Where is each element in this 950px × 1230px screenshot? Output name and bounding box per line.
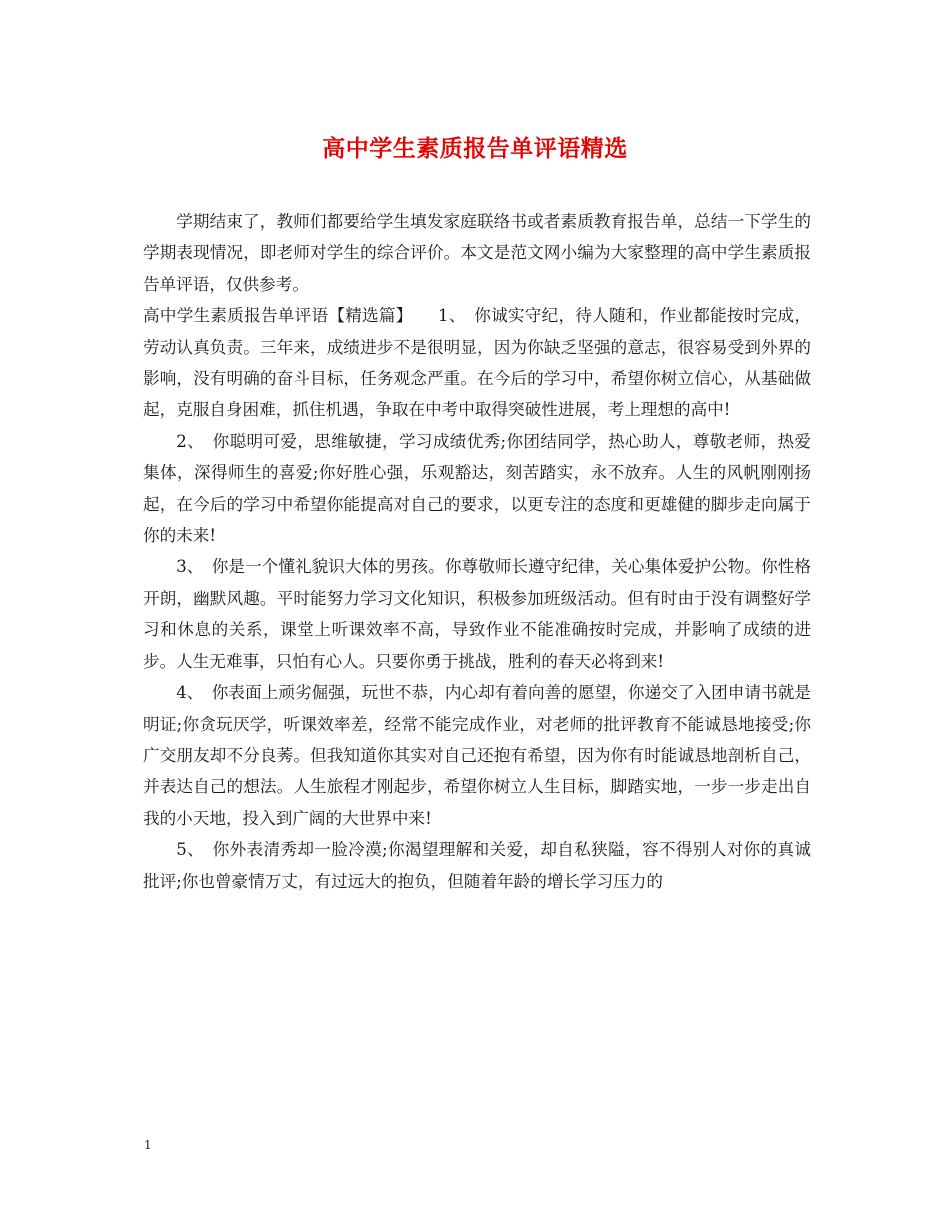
document-body: [143, 206, 811, 897]
page-number: 1: [144, 1138, 152, 1152]
comment-paragraph-1: 高中学生素质报告单评语【精选篇】 1、 你诚实守纪，待人随和，作业都能按时完成，劳动认真负责。三年来，成绩进步不是很明显，因为你缺乏坚强的意志，很容易受到外界的影响，没有明确的奋斗目标，任务观念严重。在今后的学习中，希望你树立信心，从基础做起，克服自身困难，抓住机遇，争取在中考中取得突破性进展，考上理想的高中!: [143, 306, 811, 420]
comment-paragraph-5: 5、 你外表清秀却一脸冷漠;你渴望理解和关爱，却自私狭隘，容不得别人对你的真诚批评;你也曾豪情万丈，有过远大的抱负，但随着年龄的增长学习压力的: [143, 840, 811, 891]
comment-paragraph-4: 4、 你表面上顽劣倔强，玩世不恭，内心却有着向善的愿望，你递交了入团申请书就是明证;你贪玩厌学，听课效率差，经常不能完成作业，对老师的批评教育不能诚恳地接受;你广交朋友却不分良莠。但我知道你其实对自己还抱有希望，因为你有时能诚恳地剖析自己，并表达自己的想法。人生旅程才刚起步，希望你树立人生目标，脚踏实地，一步一步走出自我的小天地，投入到广阔的大世界中来!: [143, 683, 811, 828]
comment-paragraph-2: 2、 你聪明可爱，思维敏捷，学习成绩优秀;你团结同学，热心助人，尊敬老师，热爱集体，深得师生的喜爱;你好胜心强，乐观豁达，刻苦踏实，永不放弃。人生的风帆刚刚扬起，在今后的学习中希望你能提高对自己的要求，以更专注的态度和更雄健的脚步走向属于你的未来!: [143, 431, 811, 546]
document-title: 高中学生素质报告单评语精选: [322, 135, 628, 162]
comment-paragraph-3: 3、 你是一个懂礼貌识大体的男孩。你尊敬师长遵守纪律，关心集体爱护公物。你性格开朗，幽默风趣。平时能努力学习文化知识，积极参加班级活动。但有时由于没有调整好学习和休息的关系，课堂上听课效率不高，导致作业不能准确按时完成，并影响了成绩的进步。人生无难事，只怕有心人。只要你勇于挑战，胜利的春天必将到来!: [143, 557, 811, 671]
intro-paragraph: 学期结束了，教师们都要给学生填发家庭联络书或者素质教育报告单，总结一下学生的学期表现情况，即老师对学生的综合评价。本文是范文网小编为大家整理的高中学生素质报告单评语，仅供参考。: [143, 212, 811, 294]
